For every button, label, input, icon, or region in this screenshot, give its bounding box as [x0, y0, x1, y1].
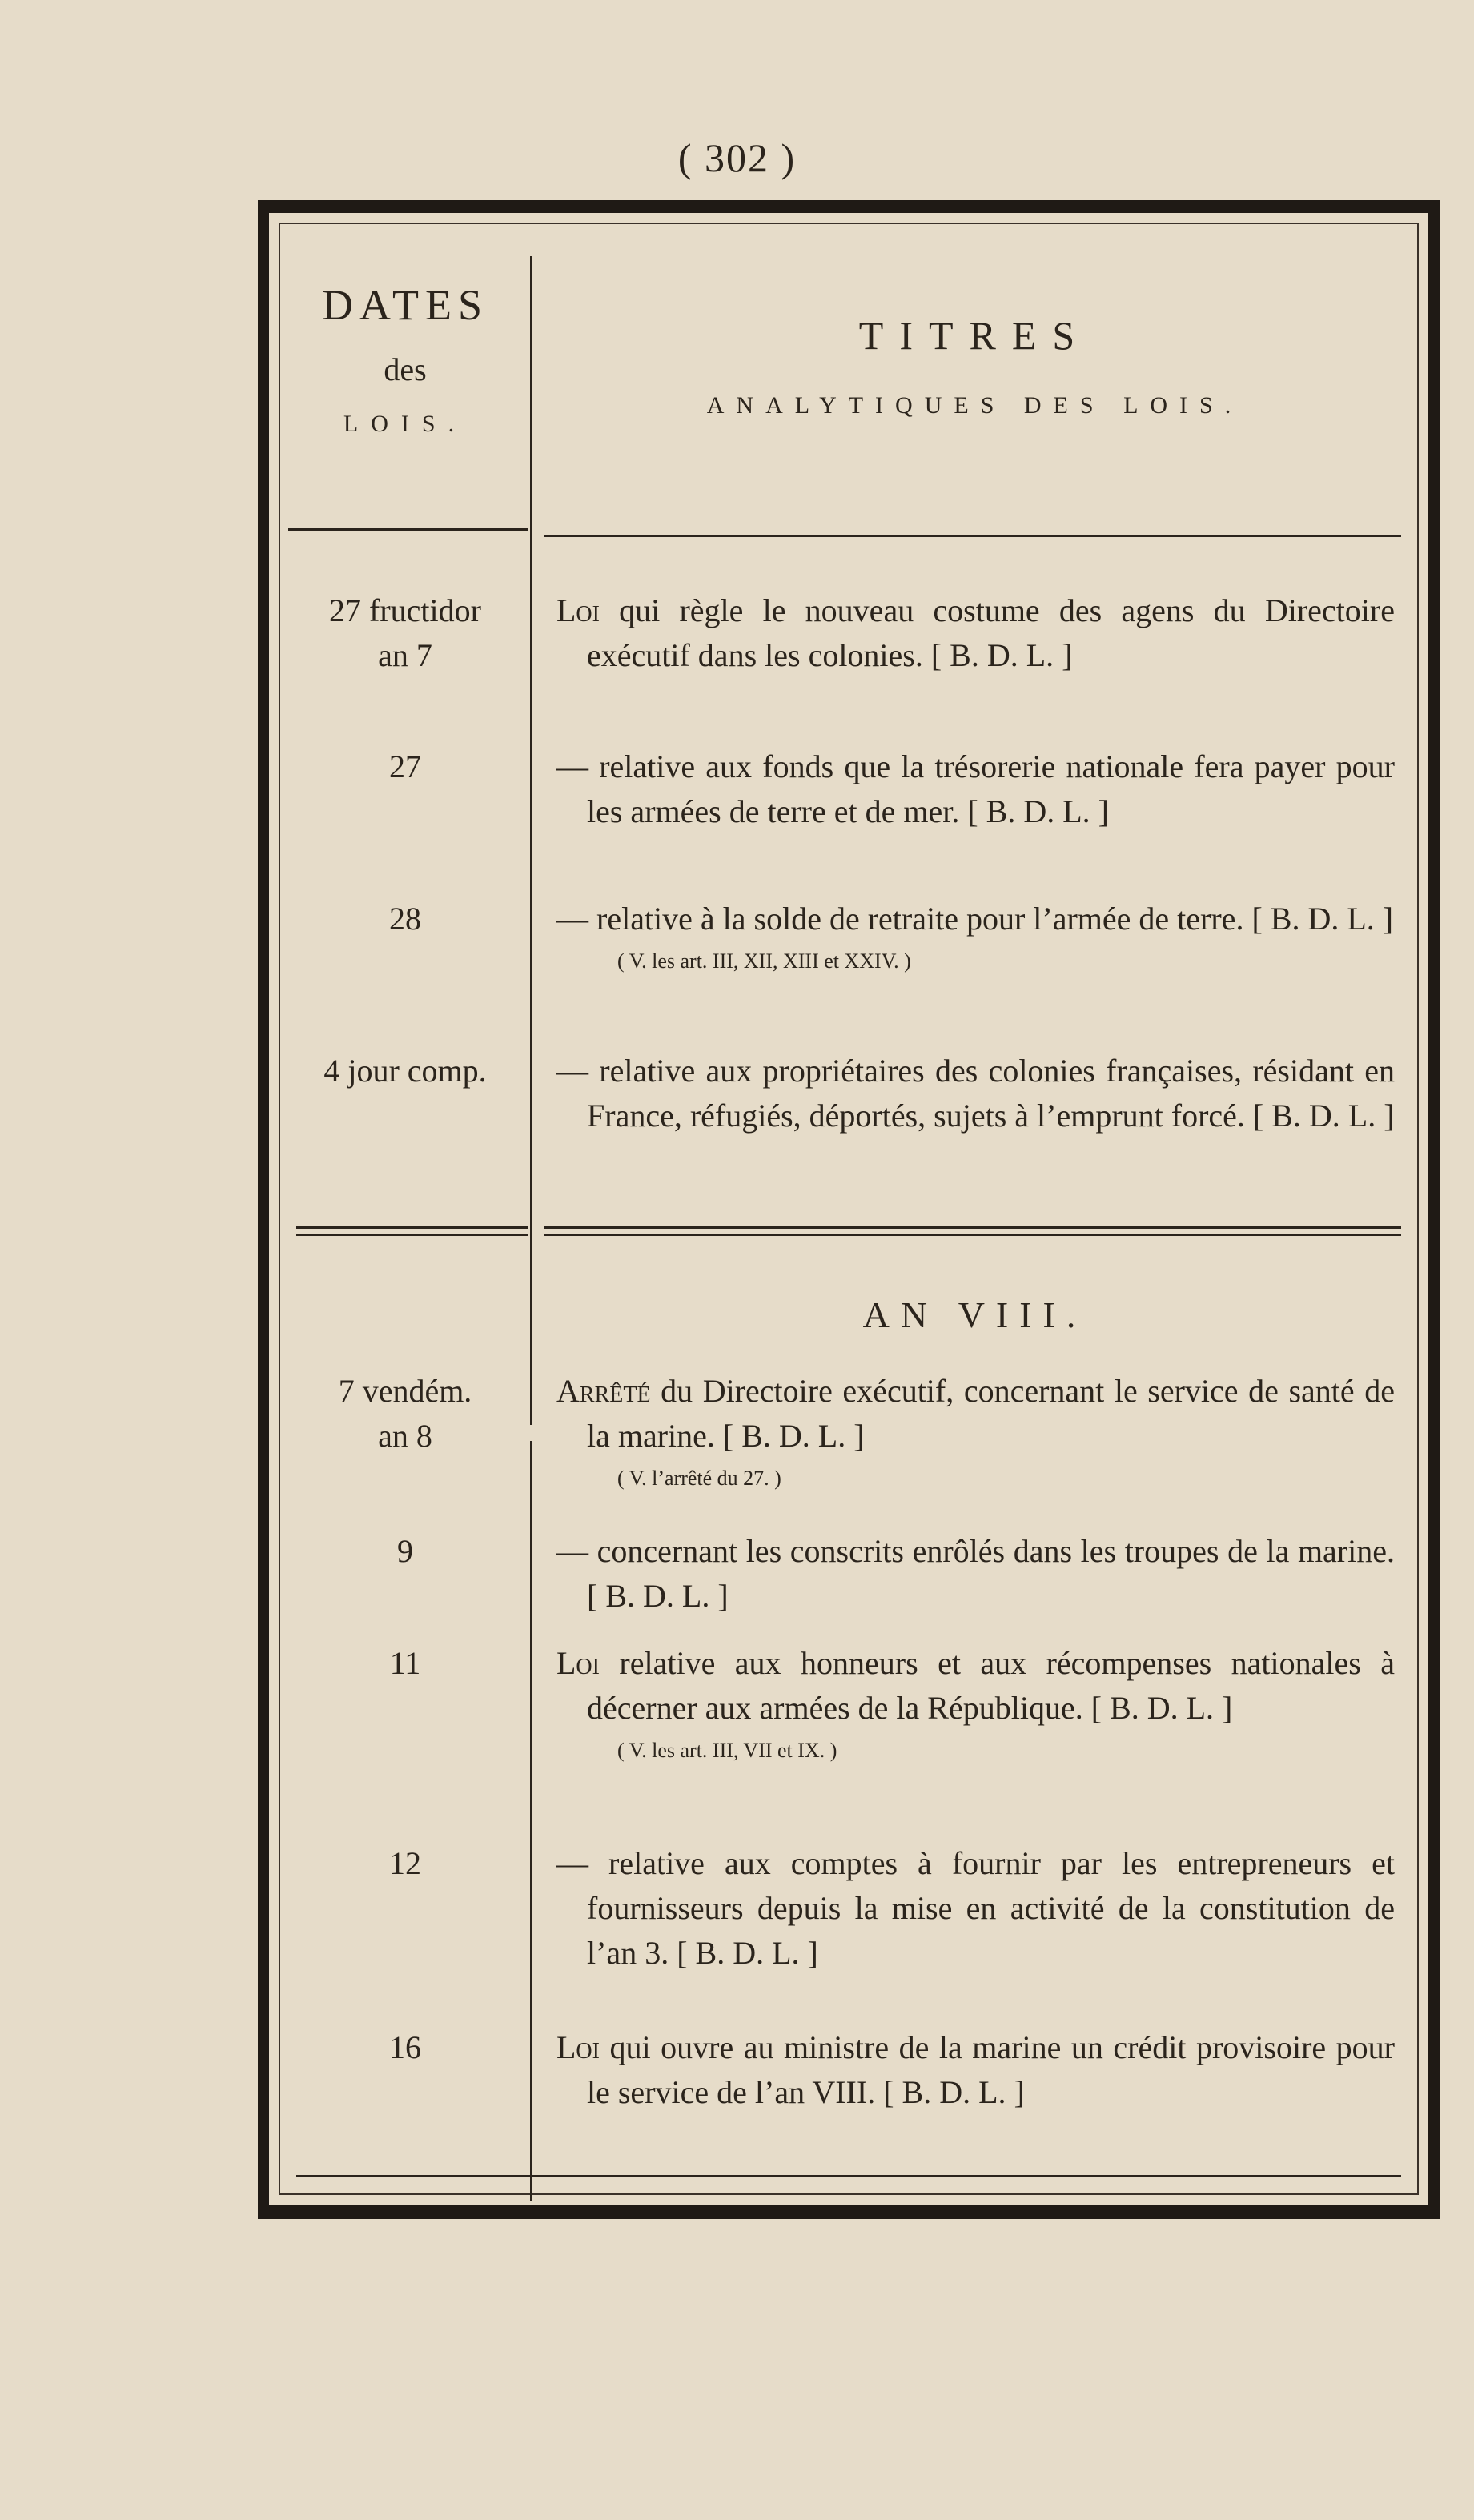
entry-date	[280, 1641, 530, 1686]
table-frame	[258, 200, 1440, 2219]
entry-date-year: an 8	[378, 1418, 432, 1454]
entry-date	[280, 744, 530, 789]
header-dates-title: DATES	[321, 281, 488, 329]
entry-title	[556, 897, 1395, 981]
bottom-rule	[296, 2175, 1401, 2177]
entry-date	[280, 1369, 530, 1459]
section-rule-right-1	[544, 1226, 1401, 1229]
entry-note: ( V. les art. III, VII et IX. )	[617, 1739, 837, 1762]
section-rule-right-2	[544, 1234, 1401, 1236]
entry-date-line: 27	[389, 748, 421, 784]
entry-text: — relative aux fonds que la trésorerie nationale fera payer pour les armées de terre et de mer. [ B. D. L. ]	[556, 748, 1395, 829]
entry-date-line: 16	[389, 2029, 421, 2065]
entry-lead-word: Loi	[556, 2029, 600, 2065]
entry-date-line: 7 vendém.	[338, 1373, 472, 1409]
entry-date-line: 11	[389, 1645, 421, 1681]
entry-title	[556, 744, 1395, 834]
section-rule-left-2	[296, 1234, 528, 1236]
entry-date-line: 27 fructidor	[329, 592, 481, 628]
entry-title	[556, 1049, 1395, 1138]
entry-text: du Directoire exécutif, concernant le service de santé de la marine. [ B. D. L. ]	[587, 1373, 1395, 1454]
entry-date-line: 28	[389, 901, 421, 937]
section-title-an-viii: AN VIII.	[862, 1294, 1087, 1335]
entry-date	[280, 1841, 530, 1886]
entry-note: ( V. les art. III, XII, XIII et XXIV. )	[617, 949, 911, 973]
entry-title	[556, 1529, 1395, 1619]
entry-date	[280, 588, 530, 678]
entry-title	[556, 588, 1395, 678]
header-dates-lois: LOIS.	[343, 411, 468, 437]
column-divider-bottom	[530, 1441, 532, 2201]
entry-date	[280, 2025, 530, 2070]
entry-date	[280, 1049, 530, 1093]
entry-text: — concernant les conscrits enrôlés dans les troupes de la marine. [ B. D. L. ]	[556, 1533, 1395, 1614]
entry-title	[556, 1369, 1395, 1499]
entry-lead-word: Arrêté	[556, 1373, 651, 1409]
header-dates	[280, 280, 530, 438]
entry-date	[280, 1529, 530, 1574]
entry-date	[280, 897, 530, 941]
table-inner-border	[279, 223, 1419, 2195]
header-dates-des: des	[384, 351, 427, 387]
entry-title	[556, 2025, 1395, 2115]
entry-text: — relative aux comptes à fournir par les entrepreneurs et fournisseurs depuis la mise en activité de la constitution de l’an 3. [ B. D. L. ]	[556, 1845, 1395, 1971]
header-titres-title: TITRES	[858, 313, 1091, 358]
entry-text: qui ouvre au ministre de la marine un crédit provisoire pour le service de l’an VIII. [ B. D. L. ]	[587, 2029, 1395, 2110]
section-rule-left-1	[296, 1226, 528, 1229]
entry-lead-word: Loi	[556, 1645, 600, 1681]
page-number: ( 302 )	[677, 135, 797, 180]
entry-note: ( V. l’arrêté du 27. )	[617, 1467, 781, 1490]
entry-date-line: 12	[389, 1845, 421, 1881]
entry-text: — relative aux propriétaires des colonies françaises, résidant en France, réfugiés, déportés, sujets à l’emprunt forcé. [ B. D. L. ]	[556, 1053, 1395, 1134]
entry-text: qui règle le nouveau costume des agens du Directoire exécutif dans les colonies. [ B. D. L. ]	[587, 592, 1395, 673]
column-divider-top	[530, 256, 532, 1425]
header-titres-subtitle: ANALYTIQUES DES LOIS.	[706, 392, 1243, 419]
entry-text: — relative à la solde de retraite pour l’armée de terre. [ B. D. L. ]	[556, 901, 1394, 937]
entry-date-year: an 7	[378, 637, 432, 673]
entry-title	[556, 1841, 1395, 1976]
entry-title	[556, 1641, 1395, 1771]
entry-date-line: 4 jour comp.	[323, 1053, 487, 1089]
header-rule-right	[544, 535, 1401, 537]
entry-text: relative aux honneurs et aux récompenses nationales à décerner aux armées de la République. [ B. D. L. ]	[587, 1645, 1395, 1726]
header-rule-left	[288, 528, 528, 531]
entry-date-line: 9	[397, 1533, 413, 1569]
entry-lead-word: Loi	[556, 592, 600, 628]
header-titres	[532, 312, 1417, 419]
